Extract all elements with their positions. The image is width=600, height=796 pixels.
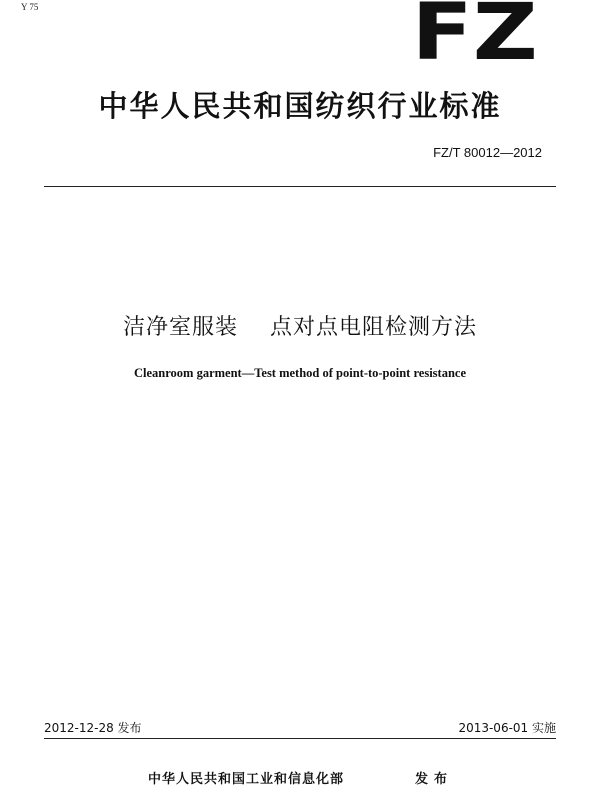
issuer-action: 发布 — [415, 772, 454, 787]
document-title-english: Cleanroom garment—Test method of point-to-point resistance — [133, 366, 467, 380]
footer-divider — [44, 738, 556, 739]
document-title-chinese: 洁净室服装 点对点电阻检测方法 — [123, 315, 477, 340]
issue-date: 2012-12-28 发布 — [44, 721, 142, 735]
issuing-authority: 中华人民共和国工业和信息化部 — [148, 772, 345, 787]
standard-title: 中华人民共和国纺织行业标准 — [98, 89, 502, 123]
implementation-date: 2013-06-01 实施 — [458, 721, 556, 735]
standard-number: FZ/T 80012—2012 — [433, 145, 542, 160]
ics-code: Y 75 — [21, 2, 39, 12]
fz-logo: FZ — [411, 0, 538, 78]
header-divider — [44, 186, 556, 187]
